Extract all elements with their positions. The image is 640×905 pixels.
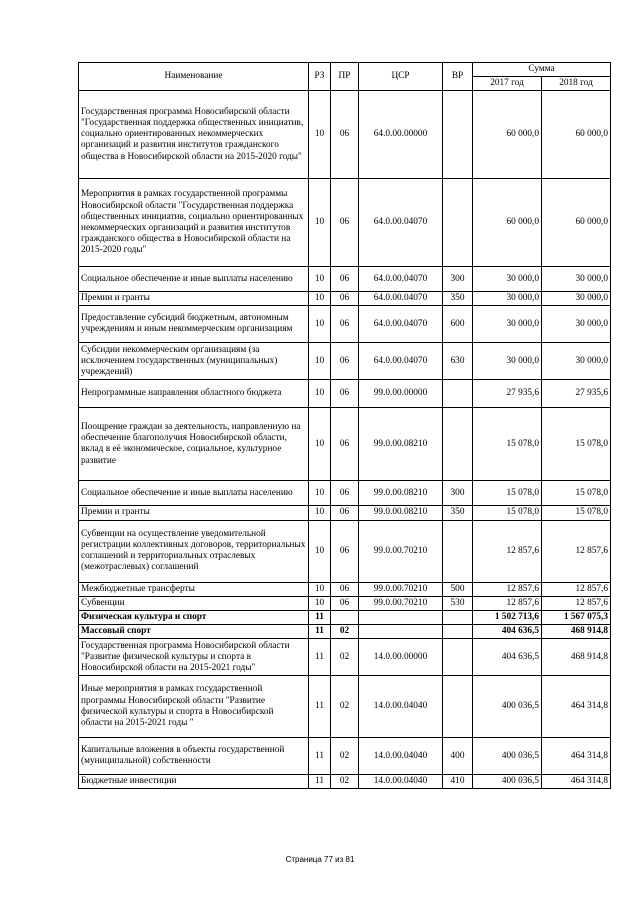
cell-pr: 02: [331, 738, 359, 775]
table-row: [79, 506, 611, 520]
table-row: [79, 676, 611, 738]
cell-sum-2017: 404 636,5: [473, 639, 542, 676]
cell-rz: 10: [309, 91, 331, 179]
cell-sum-2018: 12 857,6: [542, 520, 611, 582]
cell-rz: 11: [309, 738, 331, 775]
cell-sum-2017: 12 857,6: [473, 596, 542, 610]
cell-pr: 02: [331, 625, 359, 639]
table-row: [79, 179, 611, 267]
cell-vr: 300: [443, 267, 473, 292]
cell-name: Предоставление субсидий бюджетным, автономным учреждениям и иным некоммерческим организациям: [79, 306, 309, 343]
cell-pr: 02: [331, 639, 359, 676]
cell-vr: [443, 408, 473, 481]
cell-rz: 11: [309, 676, 331, 738]
cell-csr: 14.0.00.00000: [359, 639, 443, 676]
cell-sum-2018: 12 857,6: [542, 596, 611, 610]
cell-sum-2018: 15 078,0: [542, 408, 611, 481]
cell-pr: [331, 610, 359, 624]
cell-pr: 06: [331, 596, 359, 610]
cell-pr: 06: [331, 91, 359, 179]
cell-rz: 11: [309, 775, 331, 789]
table-row: [79, 380, 611, 408]
cell-name: Иные мероприятия в рамках государственной программы Новосибирской области "Развитие физической культуры и спорта в Новосибирской области на 2015-2021 годы ": [79, 676, 309, 738]
header-year-2018: 2018 год: [542, 77, 611, 91]
cell-sum-2018: 468 914,8: [542, 625, 611, 639]
cell-sum-2017: 12 857,6: [473, 582, 542, 596]
cell-pr: 02: [331, 676, 359, 738]
cell-rz: 10: [309, 481, 331, 506]
cell-name: Государственная программа Новосибирской области "Развитие физической культуры и спорта в Новосибирской области на 2015-2021 годы": [79, 639, 309, 676]
cell-sum-2017: 30 000,0: [473, 292, 542, 306]
cell-pr: 02: [331, 775, 359, 789]
cell-vr: 600: [443, 306, 473, 343]
header-row: [79, 63, 611, 77]
cell-csr: 99.0.00.08210: [359, 481, 443, 506]
cell-csr: 64.0.00.04070: [359, 306, 443, 343]
cell-name: Социальное обеспечение и иные выплаты населению: [79, 481, 309, 506]
table-row: [79, 610, 611, 624]
table-row: [79, 738, 611, 775]
cell-sum-2018: 30 000,0: [542, 292, 611, 306]
cell-sum-2017: 30 000,0: [473, 343, 542, 380]
table-row: [79, 267, 611, 292]
cell-rz: 10: [309, 306, 331, 343]
cell-vr: [443, 625, 473, 639]
cell-name: Массовый спорт: [79, 625, 309, 639]
cell-sum-2017: 30 000,0: [473, 306, 542, 343]
header-csr: ЦСР: [359, 63, 443, 91]
cell-csr: 64.0.00.04070: [359, 343, 443, 380]
table-row: [79, 91, 611, 179]
table-row: [79, 343, 611, 380]
cell-csr: 99.0.00.70210: [359, 596, 443, 610]
cell-name: Мероприятия в рамках государственной программы Новосибирской области "Государственная поддержка общественных инициатив, социально ориентированных некоммерческих организаций и развития институтов гражданского общества в Новосибирской области на 2015-2020 годы": [79, 179, 309, 267]
cell-vr: 350: [443, 292, 473, 306]
cell-pr: 06: [331, 343, 359, 380]
cell-name: Премии и гранты: [79, 292, 309, 306]
cell-sum-2017: 60 000,0: [473, 179, 542, 267]
cell-name: Бюджетные инвестиции: [79, 775, 309, 789]
cell-vr: [443, 520, 473, 582]
cell-vr: [443, 639, 473, 676]
cell-rz: 10: [309, 520, 331, 582]
cell-sum-2018: 30 000,0: [542, 343, 611, 380]
cell-csr: 99.0.00.08210: [359, 506, 443, 520]
cell-sum-2017: 15 078,0: [473, 481, 542, 506]
cell-name: Государственная программа Новосибирской области "Государственная поддержка общественных инициатив, социально ориентированных некоммерческих организаций и развития институтов гражданского общества в Новосибирской области на 2015-2020 годы": [79, 91, 309, 179]
cell-pr: 06: [331, 520, 359, 582]
cell-rz: 10: [309, 380, 331, 408]
cell-sum-2017: 400 036,5: [473, 775, 542, 789]
cell-pr: 06: [331, 292, 359, 306]
cell-rz: 10: [309, 179, 331, 267]
header-rz: РЗ: [309, 63, 331, 91]
cell-sum-2017: 27 935,6: [473, 380, 542, 408]
cell-name: Поощрение граждан за деятельность, направленную на обеспечение благополучия Новосибирской области, вклад в её экономическое, социальное, культурное развитие: [79, 408, 309, 481]
cell-rz: 10: [309, 408, 331, 481]
cell-sum-2018: 30 000,0: [542, 306, 611, 343]
cell-rz: 10: [309, 582, 331, 596]
cell-vr: [443, 179, 473, 267]
cell-name: Субвенции на осуществление уведомительной регистрации коллективных договоров, территориальных соглашений и территориальных отраслевых (межотраслевых) соглашений: [79, 520, 309, 582]
table-row: [79, 292, 611, 306]
header-sum: Сумма: [473, 63, 611, 77]
header-name: Наименование: [79, 63, 309, 91]
table-row: [79, 775, 611, 789]
cell-csr: 99.0.00.08210: [359, 408, 443, 481]
cell-sum-2018: 1 567 075,3: [542, 610, 611, 624]
budget-table: [78, 62, 611, 789]
cell-sum-2018: 464 314,8: [542, 738, 611, 775]
cell-rz: 10: [309, 343, 331, 380]
cell-rz: 10: [309, 267, 331, 292]
cell-csr: [359, 625, 443, 639]
cell-rz: 11: [309, 639, 331, 676]
cell-csr: 64.0.00.04070: [359, 292, 443, 306]
cell-vr: [443, 91, 473, 179]
cell-sum-2017: 1 502 713,6: [473, 610, 542, 624]
header-vr: ВР: [443, 63, 473, 91]
cell-csr: 99.0.00.70210: [359, 582, 443, 596]
cell-pr: 06: [331, 481, 359, 506]
page-number: Страница 77 из 81: [285, 855, 355, 864]
cell-pr: 06: [331, 582, 359, 596]
cell-sum-2017: 12 857,6: [473, 520, 542, 582]
cell-name: Физическая культура и спорт: [79, 610, 309, 624]
cell-csr: 64.0.00.04070: [359, 267, 443, 292]
cell-vr: [443, 380, 473, 408]
cell-csr: [359, 610, 443, 624]
cell-csr: 14.0.00.04040: [359, 676, 443, 738]
cell-pr: 06: [331, 179, 359, 267]
cell-pr: 06: [331, 380, 359, 408]
cell-name: Субвенции: [79, 596, 309, 610]
cell-csr: 99.0.00.70210: [359, 520, 443, 582]
cell-sum-2017: 400 036,5: [473, 738, 542, 775]
cell-sum-2018: 464 314,8: [542, 775, 611, 789]
cell-name: Межбюджетные трансферты: [79, 582, 309, 596]
cell-rz: 10: [309, 292, 331, 306]
cell-csr: 14.0.00.04040: [359, 775, 443, 789]
cell-sum-2018: 60 000,0: [542, 179, 611, 267]
cell-rz: 11: [309, 610, 331, 624]
cell-csr: 99.0.00.00000: [359, 380, 443, 408]
cell-sum-2018: 15 078,0: [542, 481, 611, 506]
table-row: [79, 582, 611, 596]
cell-vr: 500: [443, 582, 473, 596]
cell-vr: [443, 610, 473, 624]
table-row: [79, 306, 611, 343]
cell-name: Капитальные вложения в объекты государственной (муниципальной) собственности: [79, 738, 309, 775]
cell-sum-2018: 15 078,0: [542, 506, 611, 520]
cell-csr: 64.0.00.04070: [359, 179, 443, 267]
table-row: [79, 520, 611, 582]
cell-pr: 06: [331, 306, 359, 343]
cell-rz: 10: [309, 506, 331, 520]
cell-vr: 350: [443, 506, 473, 520]
cell-sum-2018: 12 857,6: [542, 582, 611, 596]
cell-pr: 06: [331, 408, 359, 481]
cell-sum-2017: 60 000,0: [473, 91, 542, 179]
cell-sum-2018: 468 914,8: [542, 639, 611, 676]
table-row: [79, 625, 611, 639]
cell-vr: [443, 676, 473, 738]
cell-rz: 11: [309, 625, 331, 639]
cell-vr: 400: [443, 738, 473, 775]
header-year-2017: 2017 год: [473, 77, 542, 91]
table-row: [79, 481, 611, 506]
cell-name: Непрограммные направления областного бюджета: [79, 380, 309, 408]
cell-name: Премии и гранты: [79, 506, 309, 520]
cell-sum-2017: 404 636,5: [473, 625, 542, 639]
cell-vr: 630: [443, 343, 473, 380]
cell-csr: 64.0.00.00000: [359, 91, 443, 179]
cell-sum-2018: 30 000,0: [542, 267, 611, 292]
cell-pr: 06: [331, 267, 359, 292]
cell-rz: 10: [309, 596, 331, 610]
table-row: [79, 596, 611, 610]
cell-sum-2017: 15 078,0: [473, 506, 542, 520]
cell-name: Социальное обеспечение и иные выплаты населению: [79, 267, 309, 292]
cell-pr: 06: [331, 506, 359, 520]
budget-table-container: [78, 62, 610, 789]
cell-sum-2017: 400 036,5: [473, 676, 542, 738]
table-row: [79, 639, 611, 676]
cell-sum-2018: 27 935,6: [542, 380, 611, 408]
cell-csr: 14.0.00.04040: [359, 738, 443, 775]
cell-vr: 300: [443, 481, 473, 506]
cell-sum-2018: 60 000,0: [542, 91, 611, 179]
cell-sum-2018: 464 314,8: [542, 676, 611, 738]
table-body: [79, 91, 611, 789]
cell-sum-2017: 15 078,0: [473, 408, 542, 481]
cell-sum-2017: 30 000,0: [473, 267, 542, 292]
table-row: [79, 408, 611, 481]
header-pr: ПР: [331, 63, 359, 91]
cell-vr: 530: [443, 596, 473, 610]
cell-name: Субсидии некоммерческим организациям (за исключением государственных (муниципальных) учреждений): [79, 343, 309, 380]
cell-vr: 410: [443, 775, 473, 789]
